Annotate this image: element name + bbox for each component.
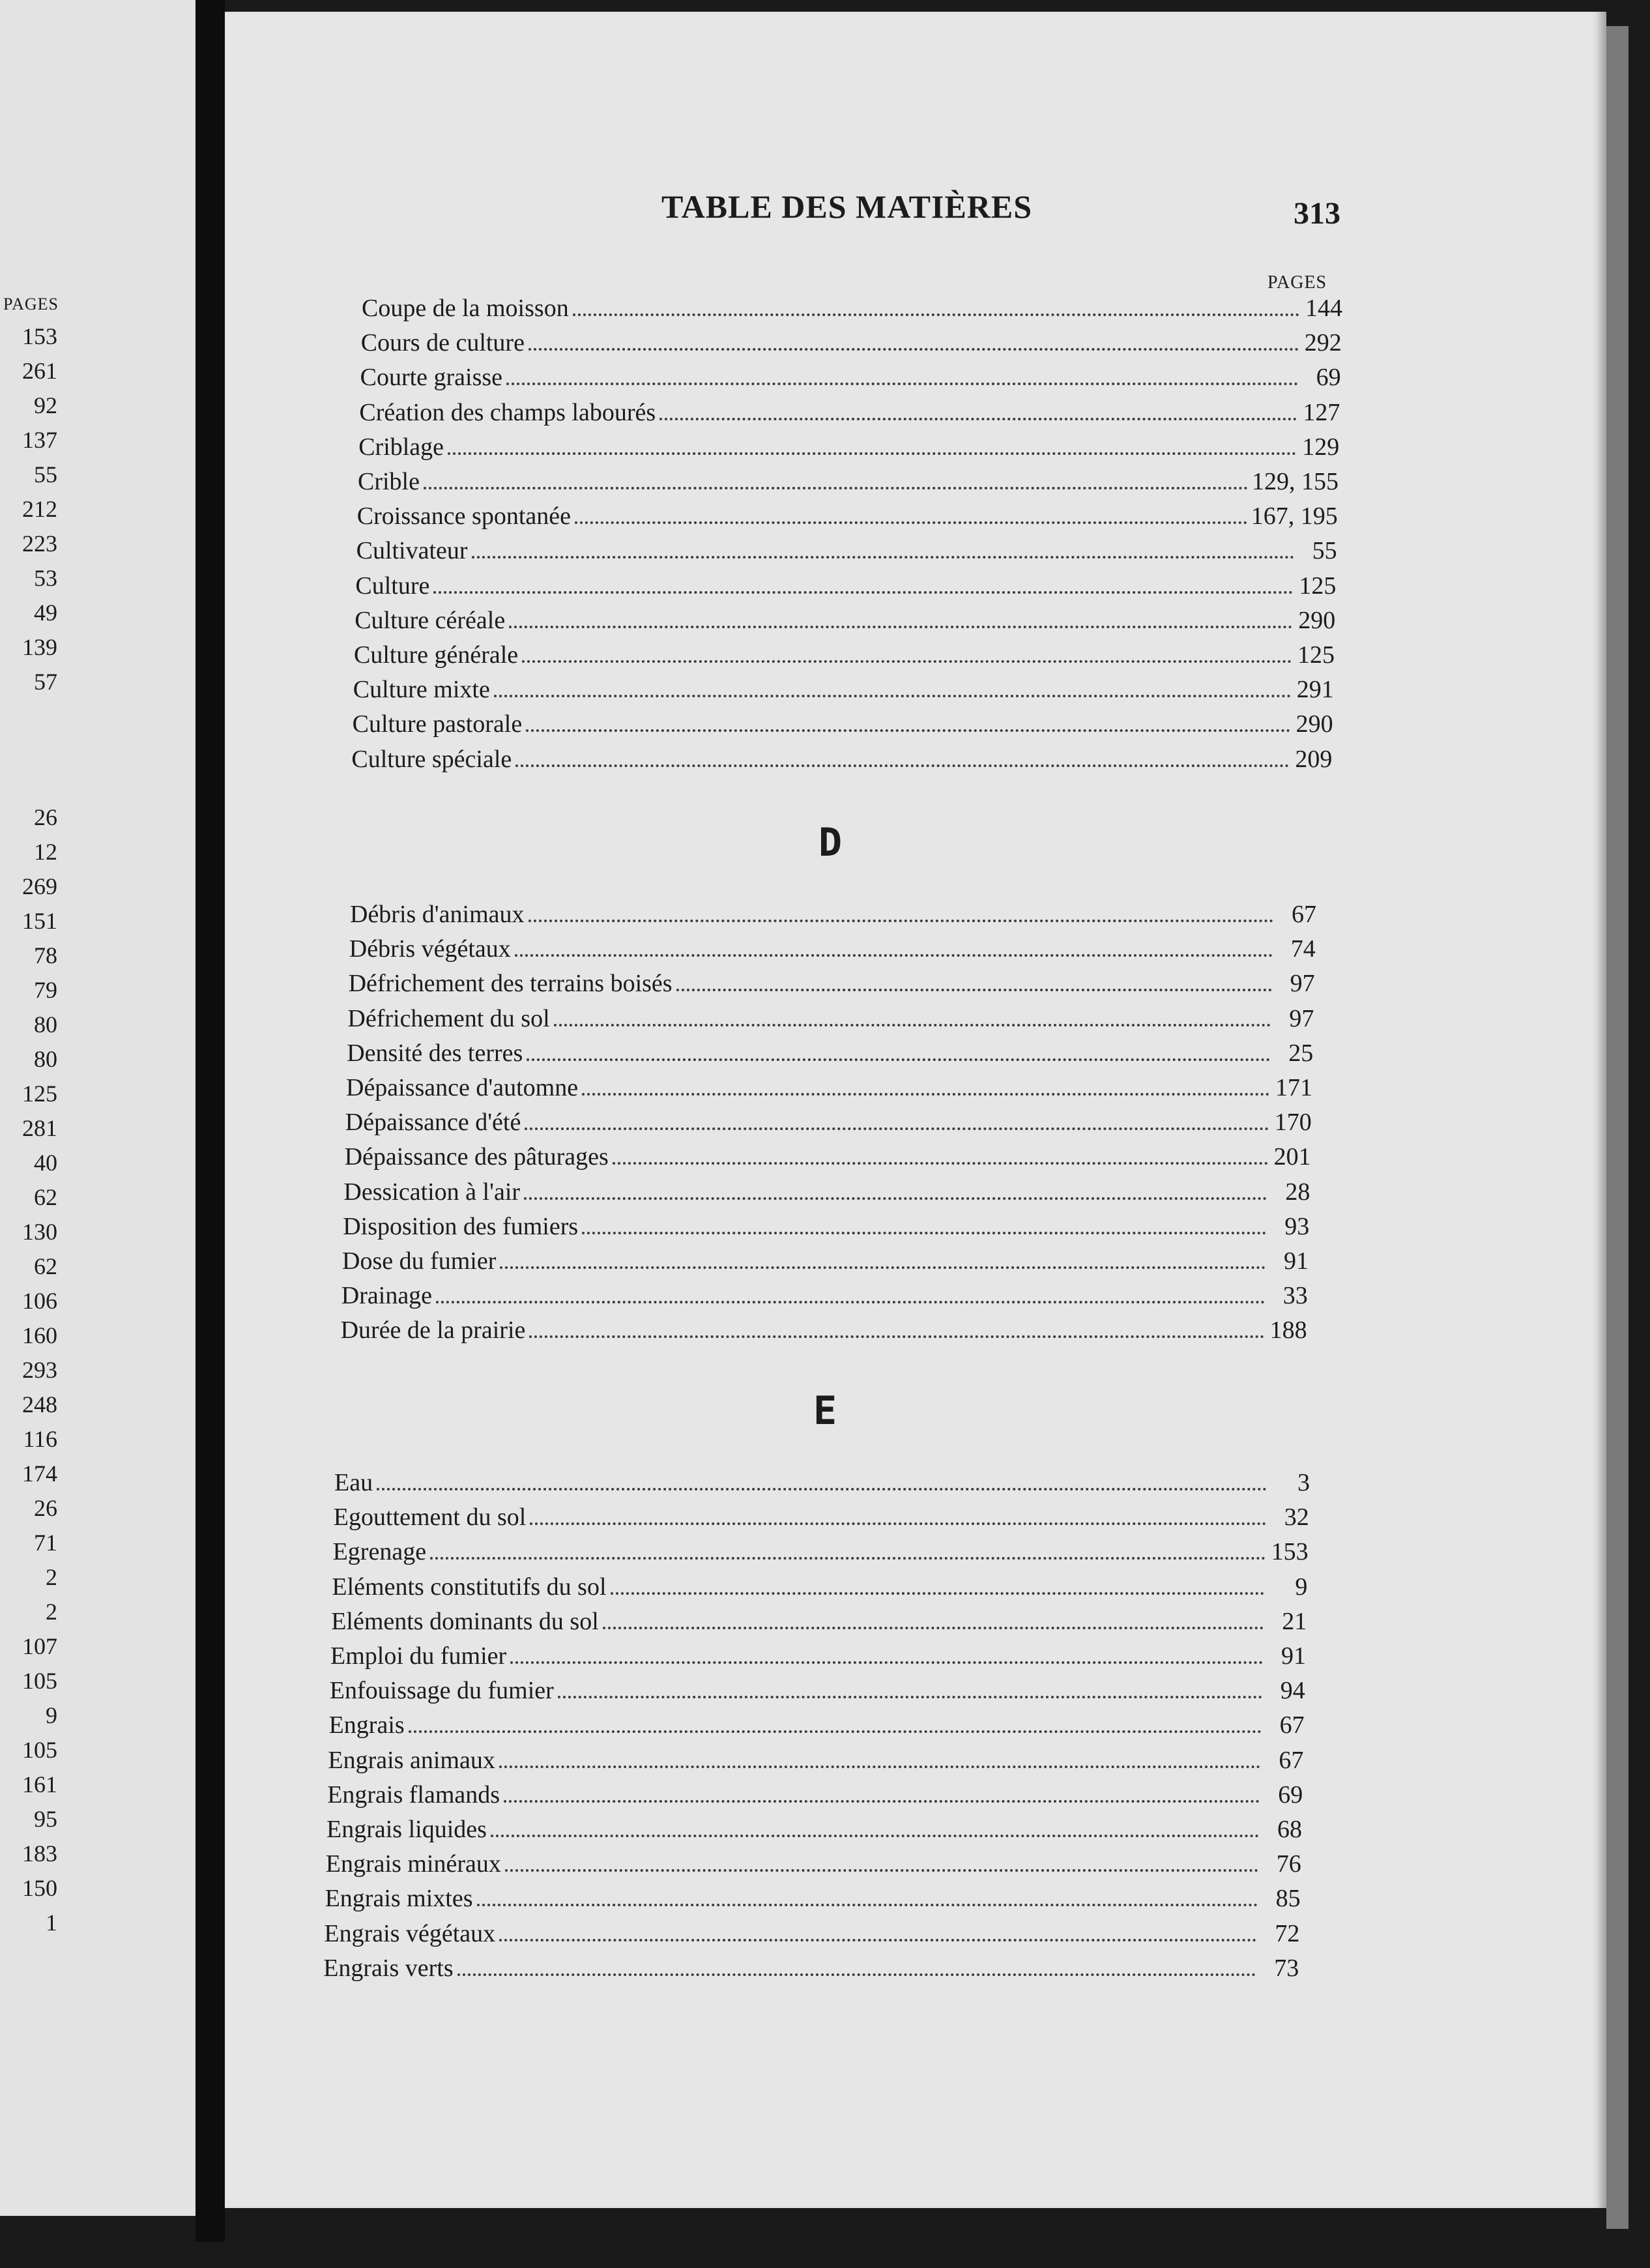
toc-entry[interactable] [343,1210,1309,1243]
entry-term: Durée de la prairie [340,1316,526,1345]
entry-page: 76 [1276,1850,1301,1878]
toc-entry[interactable] [330,1674,1305,1707]
dot-leader [448,452,1296,455]
entry-term: Criblage [358,433,444,461]
entry-term: Eléments constitutifs du sol [332,1573,607,1601]
left-page-number: 40 [34,1150,57,1176]
left-page-number: 105 [22,1737,57,1763]
entry-term: Cours de culture [360,329,525,357]
entry-page: 170 [1274,1109,1312,1137]
entry-term: Engrais mixtes [325,1885,473,1913]
dot-leader [377,1488,1267,1490]
left-page-number: 160 [22,1322,57,1348]
dot-leader [522,660,1292,663]
entry-page: 291 [1296,676,1334,704]
left-page-number: 62 [34,1253,57,1279]
dot-leader [582,1232,1266,1234]
entry-term: Dépaissance d'été [345,1109,521,1137]
toc-entry[interactable] [349,967,1315,1000]
left-page-number: 12 [34,839,57,865]
entry-page: 85 [1275,1885,1301,1913]
entry-term: Culture générale [354,641,519,669]
entry-page: 209 [1295,745,1333,773]
left-page-number: 53 [34,565,57,591]
dot-leader [515,954,1273,957]
entry-page: 21 [1282,1607,1307,1635]
left-page-number: 183 [22,1840,57,1867]
dot-leader [613,1162,1268,1165]
left-page-number: 139 [22,634,57,660]
main-page [225,12,1606,2208]
dot-leader [509,626,1292,628]
dot-leader [433,591,1293,594]
dot-leader [494,695,1291,697]
entry-page: 167, 195 [1251,502,1338,531]
entry-page: 72 [1275,1919,1300,1947]
toc-entry[interactable] [355,604,1335,637]
entry-page: 28 [1285,1178,1310,1206]
entry-term: Eau [334,1469,373,1496]
entry-term: Culture céréale [355,606,506,634]
entry-page: 91 [1284,1247,1309,1275]
entry-page: 290 [1295,710,1333,738]
entry-term: Défrichement du sol [347,1004,550,1032]
toc-entry[interactable] [326,1813,1302,1846]
toc-entry[interactable] [331,1605,1307,1638]
dot-leader [510,1661,1263,1664]
entry-term: Croissance spontanée [356,502,571,531]
left-page-number: 269 [22,873,57,899]
left-page-number: 161 [22,1771,57,1797]
entry-page: 68 [1277,1816,1302,1843]
entry-term: Engrais animaux [328,1746,495,1774]
entry-term: Culture spéciale [351,745,512,773]
left-page-number: 26 [34,804,57,830]
toc-entry[interactable] [332,1571,1307,1603]
entry-term: Engrais flamands [327,1781,500,1809]
entry-page: 97 [1289,1004,1314,1032]
entry-page: 94 [1280,1677,1305,1705]
left-page-number: 79 [34,977,57,1003]
dot-leader [500,1266,1266,1269]
toc-entry[interactable] [325,1882,1301,1915]
book-gutter [195,0,225,2242]
dot-leader [430,1557,1266,1560]
dot-leader [575,521,1247,524]
section-letter-e: E [813,1388,837,1434]
entry-term: Drainage [341,1282,433,1310]
entry-page: 125 [1297,641,1335,669]
dot-leader [525,1127,1268,1130]
toc-entry[interactable] [349,933,1316,965]
toc-entry[interactable] [334,1466,1310,1499]
toc-entry[interactable] [351,743,1332,776]
entry-term: Engrais minéraux [325,1850,501,1878]
left-page-number: 153 [22,323,57,349]
dot-leader [530,1522,1266,1525]
entry-page: 201 [1273,1143,1311,1171]
left-page-number: 78 [34,942,57,968]
entry-term: Dépaissance des pâturages [344,1143,609,1171]
left-facing-page [0,0,195,2216]
dot-leader [526,729,1290,732]
dot-leader [582,1093,1269,1096]
entry-term: Enfouissage du fumier [329,1677,554,1705]
left-page-number: 55 [34,461,57,487]
toc-entry[interactable] [361,327,1342,359]
left-page-number: 49 [34,600,57,626]
left-page-number: 106 [22,1288,57,1314]
toc-entry[interactable] [347,1037,1313,1069]
toc-entry[interactable] [342,1245,1309,1277]
toc-entry[interactable] [345,1141,1311,1173]
entry-term: Dose du fumier [342,1247,497,1275]
entry-term: Emploi du fumier [330,1642,507,1670]
dot-leader [499,1939,1256,1941]
dot-leader [504,1800,1260,1803]
toc-entry[interactable] [358,431,1339,463]
left-page-number: 151 [22,908,57,934]
entry-page: 144 [1305,295,1342,322]
entry-page: 292 [1304,329,1342,357]
toc-entry[interactable] [362,292,1342,325]
toc-entry[interactable] [356,534,1337,567]
entry-term: Engrais verts [323,1954,454,1982]
left-page-number: 26 [34,1495,57,1521]
entry-page: 67 [1292,901,1316,928]
toc-entry[interactable] [333,1535,1309,1568]
entry-term: Débris d'animaux [350,901,525,928]
left-page-number: 261 [22,358,57,384]
entry-term: Culture pastorale [352,710,523,738]
left-page-number: 57 [34,669,57,695]
entry-page: 290 [1298,606,1336,634]
dot-leader [528,348,1299,351]
entry-term: Coupe de la moisson [362,295,569,322]
entry-page: 73 [1274,1954,1299,1982]
entry-term: Disposition des fumiers [343,1212,579,1240]
dot-leader [558,1696,1262,1698]
left-page-number: 1 [46,1910,57,1936]
toc-entry[interactable] [324,1917,1299,1950]
dot-leader [515,764,1289,767]
left-page-number: 293 [22,1357,57,1383]
entry-term: Culture [355,572,430,600]
dot-leader [659,418,1297,420]
dot-leader [436,1301,1265,1303]
entry-term: Engrais végétaux [324,1919,496,1947]
toc-entry[interactable] [341,1279,1308,1312]
entry-term: Dépaissance d'automne [346,1074,579,1101]
left-page-number: 95 [34,1806,57,1832]
left-page-number: 248 [22,1391,57,1418]
toc-entry[interactable] [347,1002,1314,1035]
entry-page: 67 [1279,1746,1304,1774]
entry-page: 74 [1290,935,1316,963]
dot-leader [424,487,1248,489]
toc-entry[interactable] [328,1744,1303,1777]
toc-entry[interactable] [346,1071,1312,1104]
entry-page: 33 [1282,1282,1308,1310]
entry-page: 153 [1271,1538,1309,1566]
entry-term: Culture mixte [353,676,490,704]
entry-term: Création des champs labourés [359,398,656,426]
entry-page: 69 [1278,1781,1303,1809]
dot-leader [491,1835,1259,1837]
entry-term: Egouttement du sol [333,1504,527,1532]
section-letter-d: D [818,820,843,865]
toc-entry[interactable] [323,1952,1299,1984]
left-page-number: 2 [46,1599,57,1625]
dot-leader [457,1973,1256,1976]
left-page-number: 2 [46,1564,57,1590]
toc-entry[interactable] [326,1848,1301,1880]
entry-term: Densité des terres [347,1039,523,1067]
left-page-number: 92 [34,392,57,418]
dot-leader [676,989,1272,991]
entry-term: Engrais [328,1711,405,1739]
dot-leader [554,1024,1271,1026]
left-page-number: 80 [34,1011,57,1038]
entry-page: 129 [1302,433,1340,461]
left-page-number: 174 [22,1461,57,1487]
entry-term: Cultivateur [356,537,468,565]
left-page-number: 130 [22,1219,57,1245]
dot-leader [528,920,1273,922]
left-page-number: 71 [34,1530,57,1556]
dot-leader [603,1627,1264,1629]
entry-page: 188 [1269,1316,1307,1345]
entry-term: Défrichement des terrains boisés [348,970,673,998]
entry-page: 69 [1316,364,1341,392]
left-page-number: 105 [22,1668,57,1694]
left-page-number: 80 [34,1046,57,1072]
toc-entry[interactable] [357,500,1338,532]
dot-leader [472,556,1294,559]
left-page-number: 116 [23,1426,57,1452]
page-edge [1606,26,1628,2229]
left-page-number: 62 [34,1184,57,1210]
entry-page: 93 [1284,1212,1310,1240]
toc-entry[interactable] [359,396,1340,429]
left-page-number: 223 [22,531,57,557]
dot-leader [527,1058,1270,1061]
left-page-number: 212 [22,496,57,522]
entry-term: Crible [358,468,420,495]
entry-page: 129, 155 [1252,468,1339,495]
dot-leader [477,1904,1258,1906]
entry-page: 97 [1290,970,1315,998]
toc-entry[interactable] [345,1106,1312,1139]
entry-page: 67 [1279,1711,1305,1739]
entry-page: 91 [1281,1642,1306,1670]
entry-term: Engrais liquides [326,1816,487,1843]
left-page-number: 137 [22,427,57,453]
left-pages-header: PAGES [3,295,59,313]
left-page-number: 107 [22,1633,57,1659]
entry-page: 171 [1275,1074,1312,1101]
entry-page: 3 [1297,1469,1310,1496]
left-page-number: 125 [22,1081,57,1107]
toc-entry[interactable] [330,1640,1306,1672]
page-number: 313 [1294,196,1340,231]
entry-page: 125 [1299,572,1337,600]
dot-leader [529,1335,1264,1338]
toc-entry[interactable] [353,708,1333,740]
entry-page: 9 [1295,1573,1308,1601]
dot-leader [611,1592,1265,1595]
pages-column-header: PAGES [1267,272,1327,293]
dot-leader [409,1730,1262,1733]
toc-entry[interactable] [358,465,1339,498]
entry-page: 127 [1303,398,1340,426]
entry-term: Courte graisse [360,364,503,392]
toc-entry[interactable] [353,673,1334,706]
left-page-number: 9 [46,1702,57,1728]
toc-entry[interactable] [334,1501,1309,1534]
toc-entry[interactable] [341,1314,1307,1346]
dot-leader [573,313,1299,316]
toc-entry[interactable] [360,361,1341,394]
toc-entry[interactable] [343,1176,1310,1208]
entry-term: Eléments dominants du sol [331,1607,599,1635]
dot-leader [499,1766,1261,1768]
entry-term: Dessication à l'air [343,1178,521,1206]
entry-page: 32 [1284,1504,1309,1532]
dot-leader [506,383,1298,385]
entry-page: 55 [1312,537,1337,565]
toc-entry[interactable] [327,1779,1303,1811]
dot-leader [524,1197,1267,1200]
page-title: TABLE DES MATIÈRES [661,188,1033,225]
toc-entry[interactable] [355,570,1336,602]
toc-entry[interactable] [350,898,1316,931]
dot-leader [505,1869,1258,1872]
entry-term: Egrenage [332,1538,427,1566]
toc-entry[interactable] [329,1709,1305,1741]
entry-term: Débris végétaux [349,935,511,963]
left-page-number: 281 [22,1115,57,1141]
left-page-number: 150 [22,1875,57,1901]
toc-entry[interactable] [354,639,1335,671]
entry-page: 25 [1288,1039,1314,1067]
